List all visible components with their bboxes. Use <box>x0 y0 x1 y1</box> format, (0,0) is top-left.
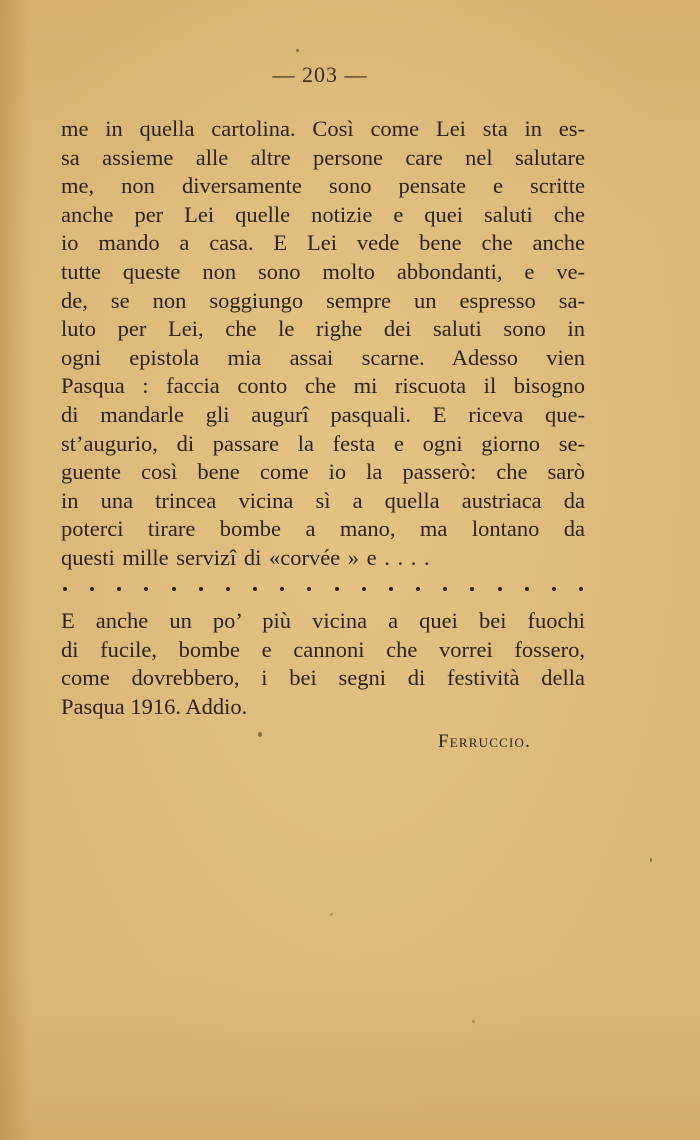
ellipsis-dot <box>117 587 121 591</box>
paper-speck <box>650 858 652 862</box>
text-line: de, se non soggiungo sempre un espresso sa- <box>61 287 585 313</box>
text-line: luto per Lei, che le righe dei saluti sono in <box>61 316 585 342</box>
text-line: questi mille servizî di «corvée » e . . . . <box>61 544 430 570</box>
page-number: — 203 — <box>272 62 368 87</box>
text-line: io mando a casa. E Lei vede bene che anche <box>61 230 585 256</box>
ellipsis-dot <box>307 587 311 591</box>
paper-speck <box>472 1020 475 1023</box>
ellipsis-dot <box>552 587 556 591</box>
letter-body <box>61 115 585 721</box>
ellipsis-dot <box>63 587 67 591</box>
text-line: in una trincea vicina sì a quella austriaca da <box>61 487 585 513</box>
text-line: di fucile, bombe e cannoni che vorrei fossero, <box>61 636 585 662</box>
ellipsis-dot <box>226 587 230 591</box>
ellipsis-dot <box>416 587 420 591</box>
ellipsis-dot <box>525 587 529 591</box>
ellipsis-dot <box>172 587 176 591</box>
ellipsis-dot <box>335 587 339 591</box>
text-line: poterci tirare bombe a mano, ma lontano da <box>61 516 585 542</box>
text-line: me, non diversamente sono pensate e scritte <box>61 173 585 199</box>
text-line: anche per Lei quelle notizie e quei saluti che <box>61 201 585 227</box>
ellipsis-dot <box>144 587 148 591</box>
text-line: Pasqua 1916. Addio. <box>61 693 248 719</box>
ellipsis-dot <box>253 587 257 591</box>
ellipsis-dot <box>498 587 502 591</box>
ellipsis-dot <box>362 587 366 591</box>
text-line: come dovrebbero, i bei segni di festività della <box>61 665 585 691</box>
text-line: guente così bene come io la passerò: che sarò <box>61 459 585 485</box>
signature: Ferruccio. <box>438 731 532 752</box>
text-line: di mandarle gli augurî pasquali. E riceva que- <box>61 401 585 427</box>
ellipsis-dot <box>470 587 474 591</box>
text-line: ogni epistola mia assai scarne. Adesso vien <box>61 344 585 370</box>
ellipsis-dot <box>199 587 203 591</box>
ellipsis-dot <box>443 587 447 591</box>
paragraph-1 <box>61 115 585 573</box>
text-line: me in quella cartolina. Così come Lei sta in es- <box>61 116 585 141</box>
text-line: Pasqua : faccia conto che mi riscuota il bisogno <box>61 373 585 399</box>
ellipsis-dot <box>389 587 393 591</box>
paragraph-2 <box>61 607 585 721</box>
paper-speck <box>258 732 262 737</box>
paper-speck <box>330 913 333 916</box>
ellipsis-row <box>61 575 585 604</box>
ellipsis-dot <box>579 587 583 591</box>
text-line: E anche un po’ più vicina a quei bei fuochi <box>61 608 585 634</box>
ellipsis-dot <box>280 587 284 591</box>
text-line: st’augurio, di passare la festa e ogni giorno se- <box>61 430 585 456</box>
text-line: tutte queste non sono molto abbondanti, e ve- <box>61 258 585 284</box>
ellipsis-dot <box>90 587 94 591</box>
text-line: sa assieme alle altre persone care nel salutare <box>61 144 585 170</box>
paper-speck <box>296 49 299 52</box>
